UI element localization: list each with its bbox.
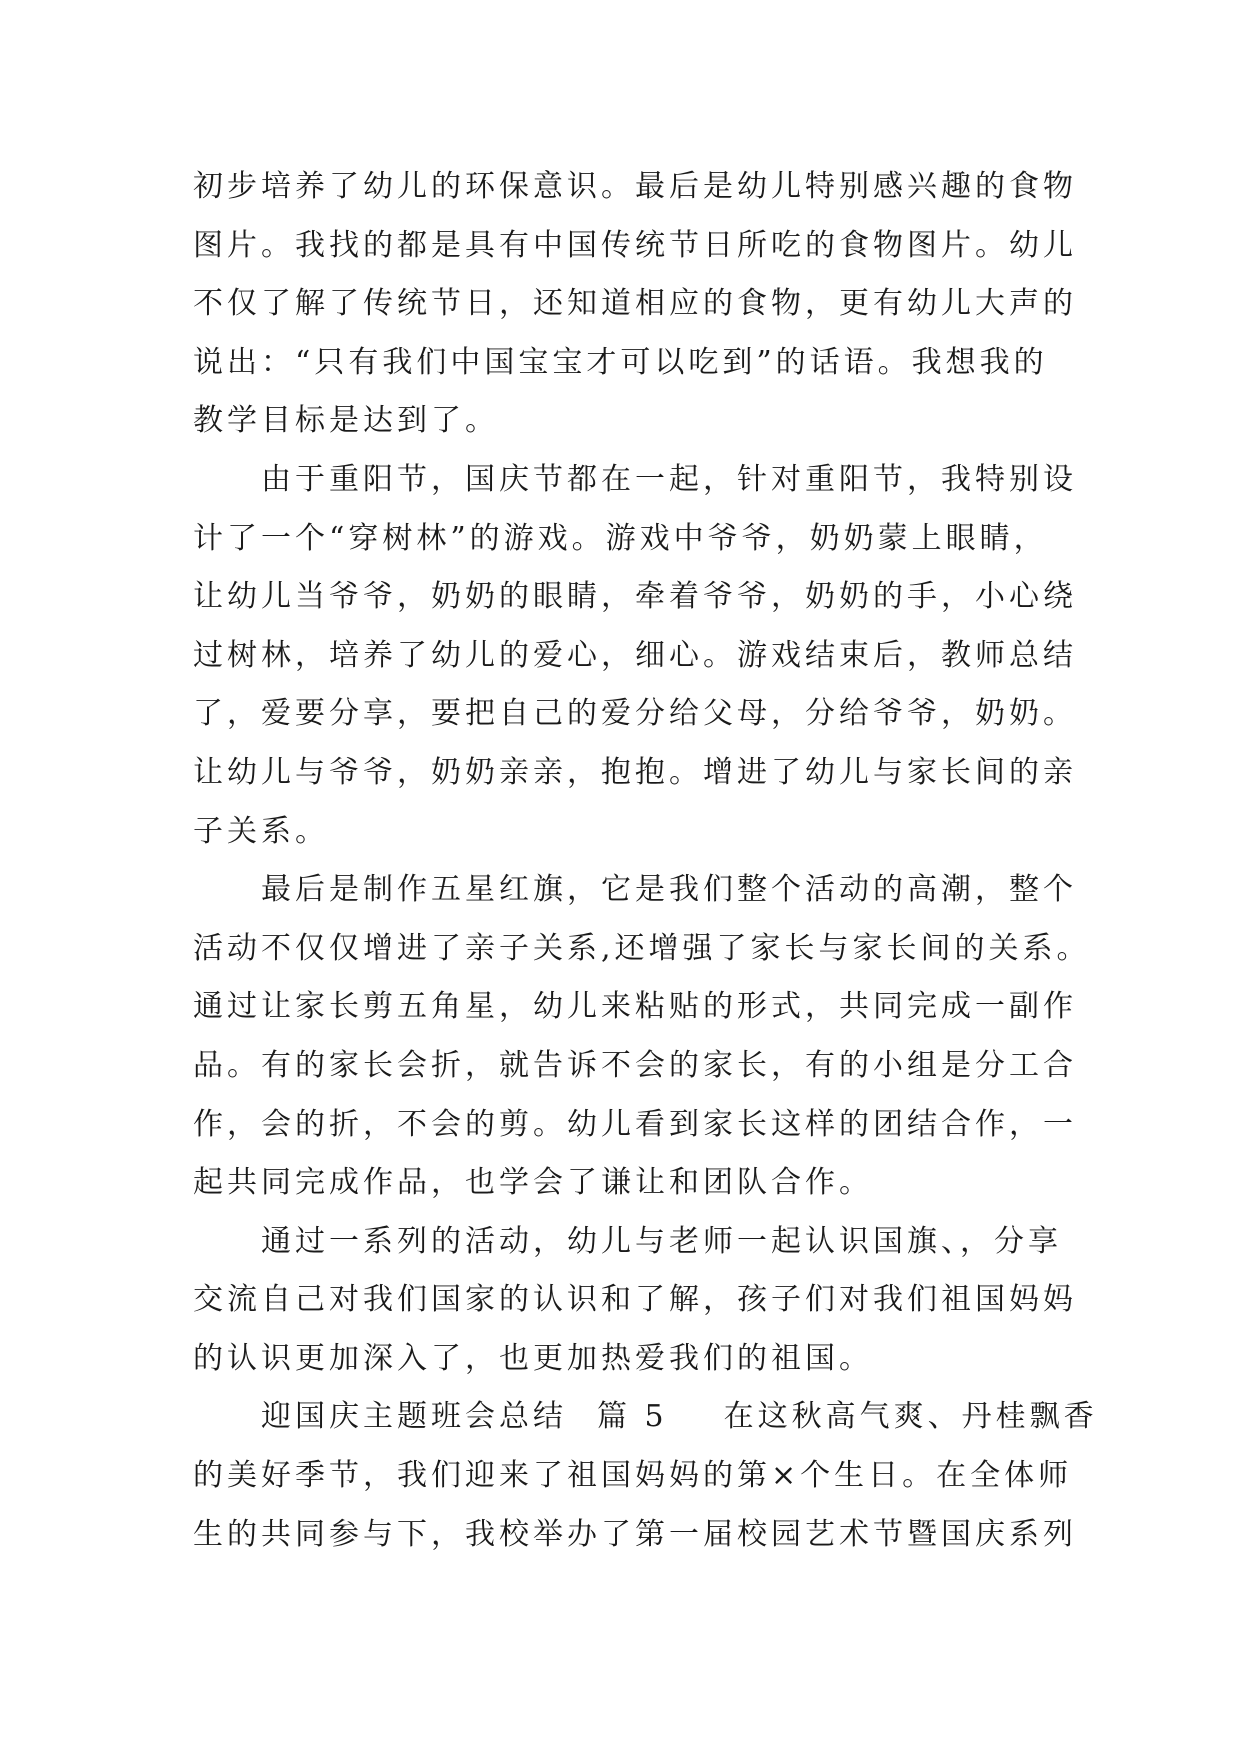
paragraph-1 (193, 158, 1077, 451)
text-line: 说出：“只有我们中国宝宝才可以吃到”的话语。我想我的 (193, 344, 1048, 380)
text-line: 起共同完成作品，也学会了谦让和团队合作。 (193, 1165, 873, 1201)
text-line: 的认识更加深入了，也更加热爱我们的祖国。 (193, 1340, 873, 1376)
text-line: 作，会的折，不会的剪。幼儿看到家长这样的团结合作，一 (193, 1106, 1077, 1142)
text-line: 计了一个“穿树林”的游戏。游戏中爷爷，奶奶蒙上眼睛， (193, 520, 1048, 556)
text-line: 由于重阳节，国庆节都在一起，针对重阳节，我特别设 (261, 461, 1077, 497)
text-line: 过树林，培养了幼儿的爱心，细心。游戏结束后，教师总结 (193, 637, 1077, 673)
text-line: 最后是制作五星红旗，它是我们整个活动的高潮，整个 (261, 872, 1077, 908)
text-line: 教学目标是达到了。 (193, 403, 499, 439)
paragraph-4 (193, 1213, 1077, 1389)
text-line: 子关系。 (193, 813, 329, 849)
text-line: 通过让家长剪五角星，幼儿来粘贴的形式，共同完成一副作 (193, 989, 1077, 1025)
text-line: 活动不仅仅增进了亲子关系,还增强了家长与家长间的关系。 (193, 930, 1091, 966)
text-line: 图片。我找的都是具有中国传统节日所吃的食物图片。幼儿 (193, 227, 1077, 263)
text-line: 让幼儿当爷爷，奶奶的眼睛，牵着爷爷，奶奶的手，小心绕 (193, 579, 1077, 615)
paragraph-2 (193, 451, 1077, 861)
text-line: 让幼儿与爷爷，奶奶亲亲，抱抱。增进了幼儿与家长间的亲 (193, 754, 1077, 790)
section-5 (193, 1388, 1098, 1564)
text-line: 生的共同参与下，我校举办了第一届校园艺术节暨国庆系列 (193, 1516, 1077, 1552)
paragraph-3 (193, 861, 1091, 1213)
text-line: 了，爱要分享，要把自己的爱分给父母，分给爷爷，奶奶。 (193, 696, 1077, 732)
document-body (193, 158, 1098, 1564)
text-line: 不仅了解了传统节日，还知道相应的食物，更有幼儿大声的 (193, 286, 1077, 322)
section-label: 篇 5 (597, 1399, 668, 1435)
text-line: 初步培养了幼儿的环保意识。最后是幼儿特别感兴趣的食物 (193, 169, 1077, 204)
section-title: 迎国庆主题班会总结 (261, 1399, 567, 1435)
text-line: 的美好季节，我们迎来了祖国妈妈的第×个生日。在全体师 (193, 1458, 1073, 1494)
text-line: 在这秋高气爽、丹桂飘香 (723, 1399, 1098, 1435)
text-line: 通过一系列的活动，幼儿与老师一起认识国旗、，分享 (261, 1223, 1062, 1259)
text-line: 交流自己对我们国家的认识和了解，孩子们对我们祖国妈妈 (193, 1282, 1077, 1318)
text-line: 品。有的家长会折，就告诉不会的家长，有的小组是分工合 (193, 1047, 1077, 1083)
section-first-line (193, 1388, 1098, 1447)
